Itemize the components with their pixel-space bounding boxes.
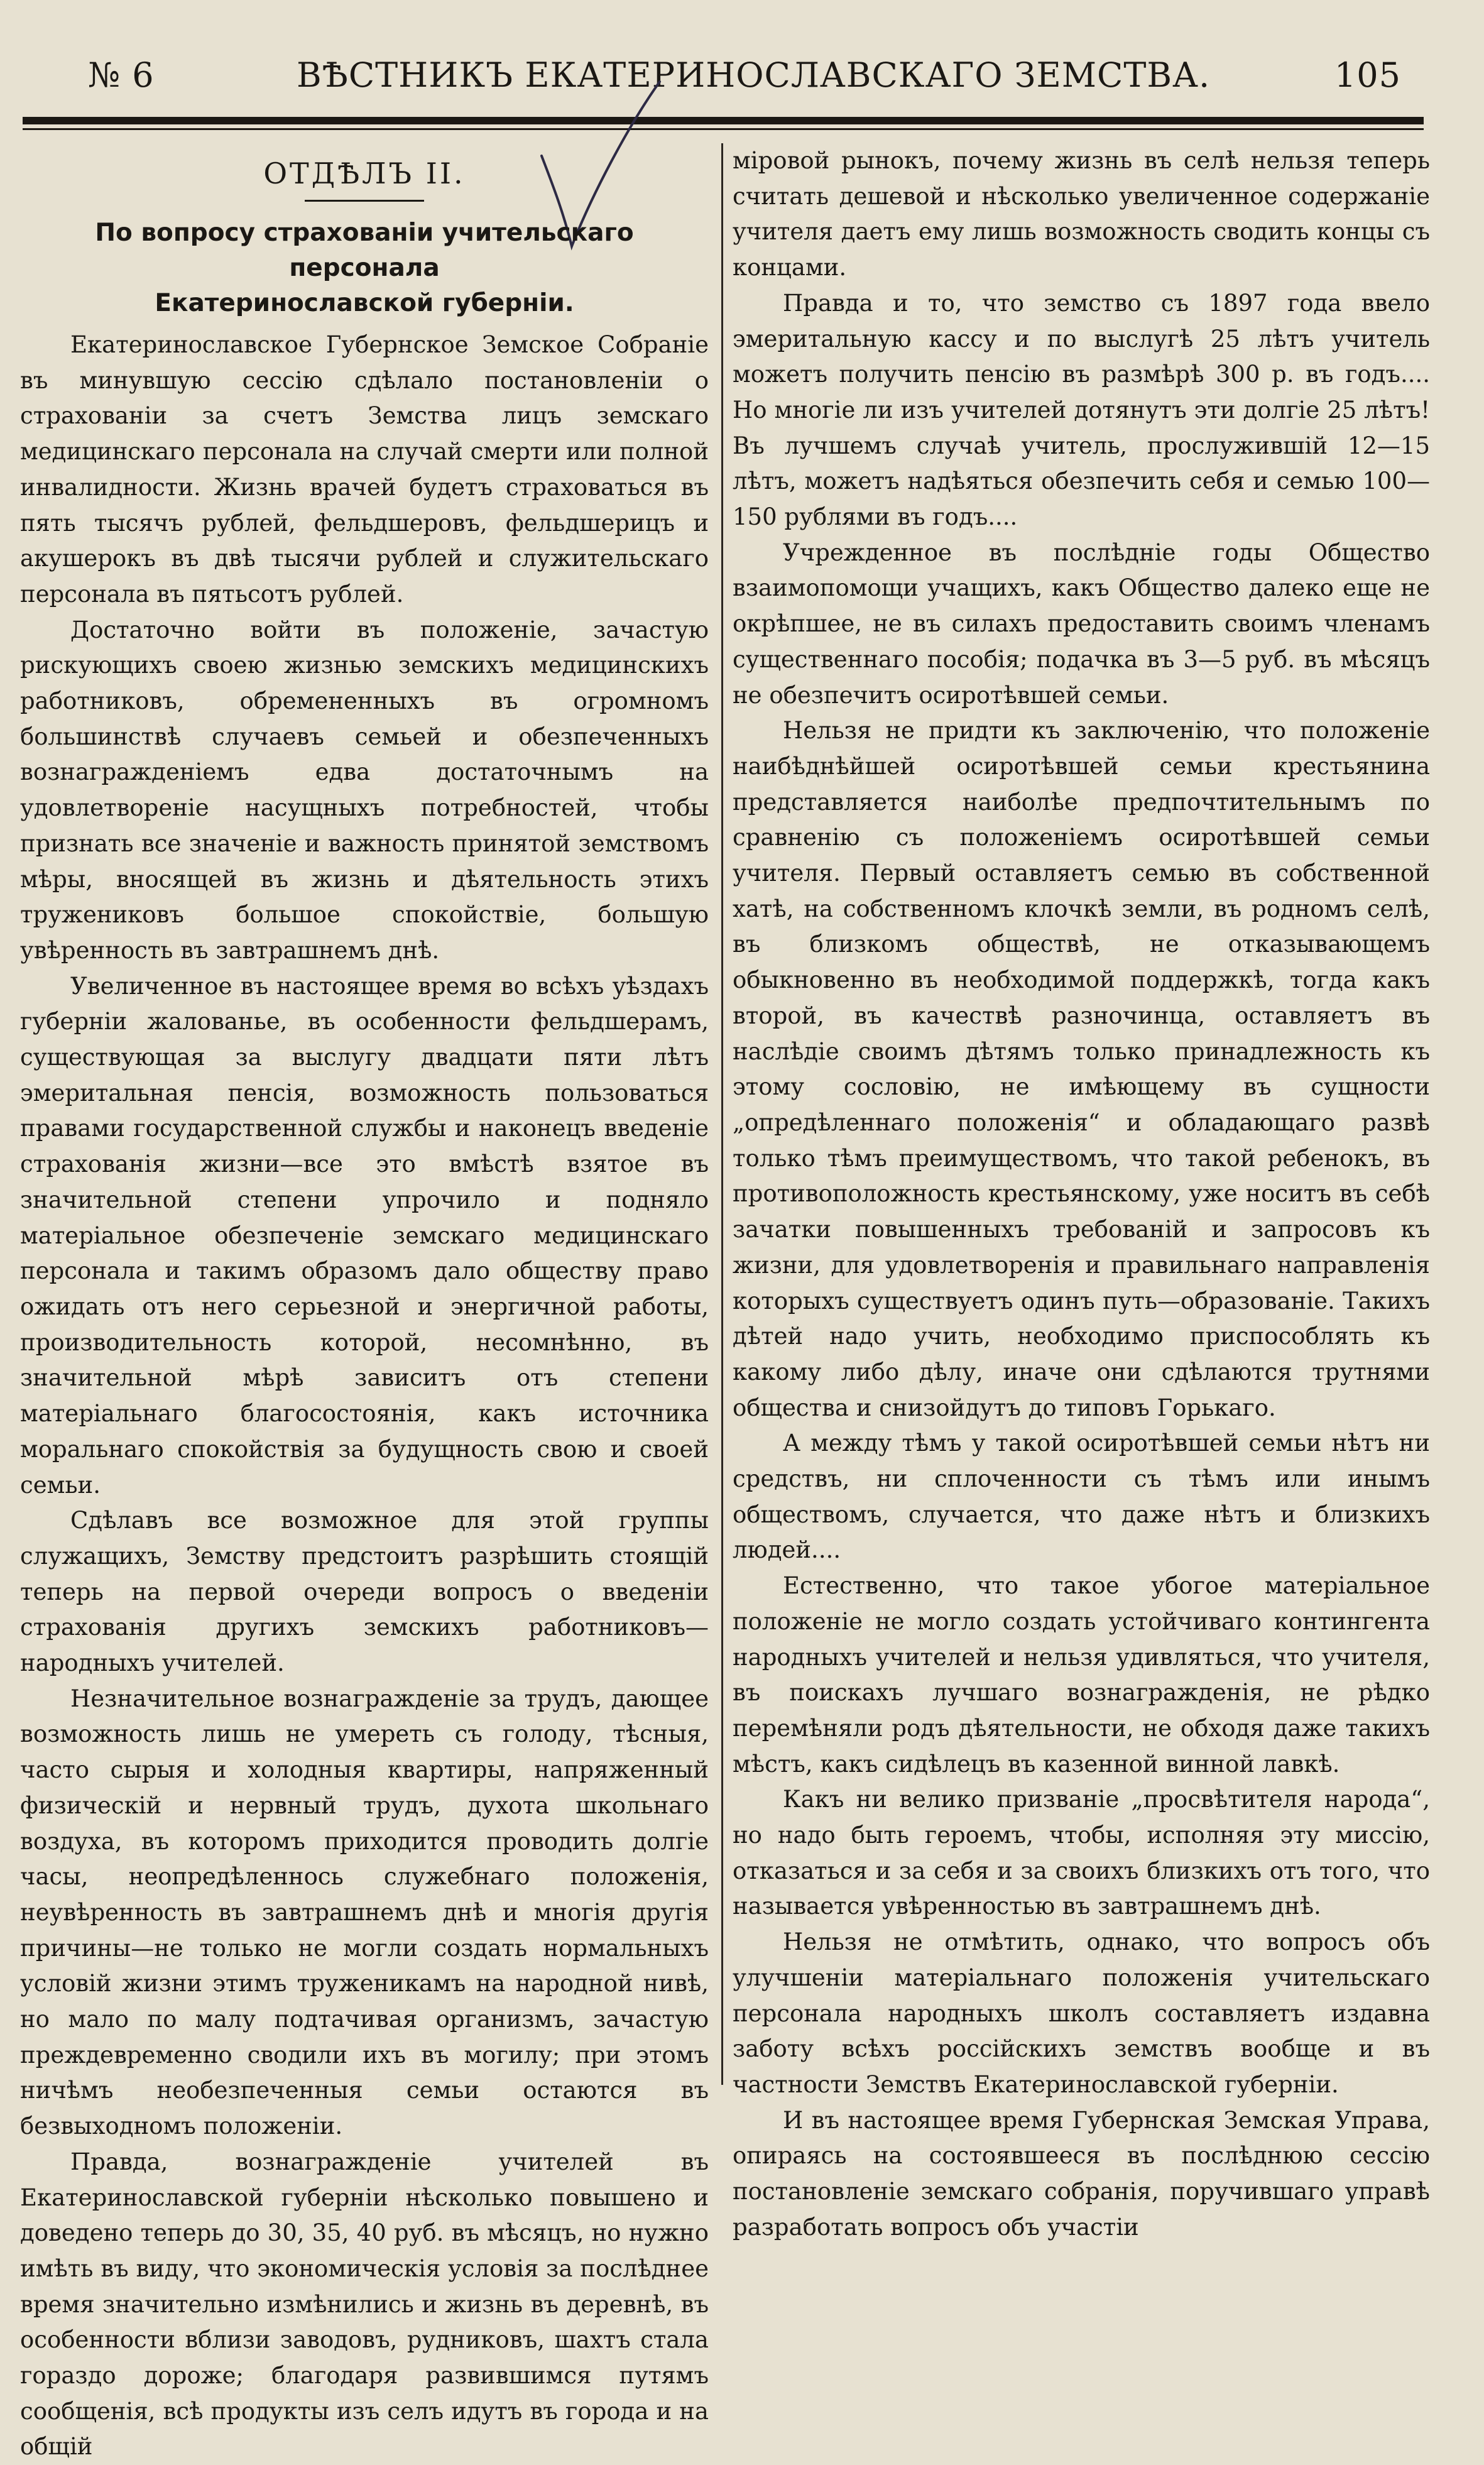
paragraph: Нельзя не отмѣтить, однако, что вопросъ объ улучшеніи матеріальнаго положенія учительскаго персонала народныхъ школъ составляетъ издавна заботу всѣхъ россійскихъ земствъ вообще и въ частности Земствъ Екатеринославской губерніи. — [733, 1928, 1430, 2098]
issue-number: № 6 — [88, 55, 155, 95]
paragraph: Правда, вознагражденіе учителей въ Екатеринославской губерніи нѣсколько повышено и доведено теперь до 30, 35, 40 руб. въ мѣсяцъ, но нужно имѣть въ виду, что экономическія условія за послѣднее время значительно измѣнились и жизнь въ деревнѣ, въ особенности вблизи заводовъ, рудниковъ, шахтъ стала гораздо дороже; благодаря развившимся путямъ сообщенія, всѣ продукты изъ селъ идутъ въ города и на общій — [20, 2148, 709, 2461]
paragraph-continuation: міровой рынокъ, почему жизнь въ селѣ нельзя теперь считать дешевой и нѣсколько увеличенное содержаніе учителя даетъ ему лишь возможность сводить концы съ концами. — [733, 147, 1430, 281]
paragraph: Правда и то, что земство съ 1897 года ввело эмеритальную кассу и по выслугѣ 25 лѣтъ учитель можетъ получить пенсію въ размѣрѣ 300 р. въ годъ.... Но многіе ли изъ учителей дотянутъ эти долгіе 25 лѣтъ! Въ лучшемъ случаѣ учитель, прослужившій 12—15 лѣтъ, можетъ надѣяться обезпечить себя и семью 100—150 рублями въ годъ.... — [733, 289, 1430, 531]
journal-title: ВѢСТНИКЪ ЕКАТЕРИНОСЛАВСКАГО ЗЕМСТВА. — [297, 55, 1211, 95]
paragraph: Сдѣлавъ все возможное для этой группы служащихъ, Земству предстоитъ разрѣшить стоящій теперь на первой очереди вопросъ о введеніи страхованія другихъ земскихъ работниковъ—народныхъ учителей. — [20, 1507, 709, 1677]
header-rule-thick — [23, 117, 1424, 124]
article-title-line-1: По вопросу страхованіи учительскаго персонала — [95, 219, 634, 282]
paragraph: И въ настоящее время Губернская Земская Управа, опираясь на состоявшееся въ послѣднюю сессію постановленіе земскаго собранія, поручившаго управѣ разработать вопросъ объ участіи — [733, 2106, 1430, 2241]
right-column — [733, 143, 1430, 2241]
paragraph: Учрежденное въ послѣдніе годы Общество взаимопомощи учащихъ, какъ Общество далеко еще не окрѣпшее, не въ силахъ предоставить своимъ членамъ существеннаго пособія; подачка въ 3—5 руб. въ мѣсяцъ не обезпечитъ осиротѣвшей семьи. — [733, 538, 1430, 709]
section-title: ОТДѢЛЪ II. — [263, 156, 466, 190]
paragraph: Незначительное вознагражденіе за трудъ, дающее возможность лишь не умереть съ голоду, тѣсныя, часто сырыя и холодныя квартиры, напряженный физическій и нервный трудъ, духота школьнаго воздуха, въ которомъ приходится проводить долгіе часы, неопредѣленнось служебнаго положенія, неувѣренность въ завтрашнемъ днѣ и многія другія причины—не только не могли создать нормальныхъ условій жизни этимъ труженикамъ на народной нивѣ, но мало по малу подтачивая организмъ, зачастую преждевременно сводили ихъ въ могилу; при этомъ ничѣмъ необезпеченныя семьи остаются въ безвыходномъ положеніи. — [20, 1685, 709, 2140]
section-rule — [305, 200, 424, 202]
paragraph: Достаточно войти въ положеніе, зачастую рискующихъ своею жизнью земскихъ медицинскихъ работниковъ, обремененныхъ въ огромномъ большинствѣ случаевъ семьей и обезпеченныхъ вознагражденіемъ едва достаточнымъ на удовлетвореніе насущныхъ потребностей, чтобы признать все значеніе и важность принятой земствомъ мѣры, вносящей въ жизнь и дѣятельность этихъ тружениковъ большое спокойствіе, большую увѣренность въ завтрашнемъ днѣ. — [20, 616, 709, 964]
paragraph: Нельзя не придти къ заключенію, что положеніе наибѣднѣйшей осиротѣвшей семьи крестьянина представляется наиболѣе предпочтительнымъ по сравненію съ положеніемъ осиротѣвшей семьи учителя. Первый оставляетъ семью въ собственной хатѣ, на собственномъ клочкѣ земли, въ родномъ селѣ, въ близкомъ обществѣ, не отказывающемъ обыкновенно въ необходимой поддержкѣ, тогда какъ второй, въ качествѣ разночинца, оставляетъ въ наслѣдіе своимъ дѣтямъ только принадлежность къ этому сословію, не имѣющему въ сущности „опредѣленнаго положенія“ и обладающаго развѣ только тѣмъ преимуществомъ, что такой ребенокъ, въ противоположность крестьянскому, уже носитъ въ себѣ зачатки повышенныхъ требованій и запросовъ къ жизни, для удовлетворенія и правильнаго направленія которыхъ существуетъ одинъ путь—образованіе. Такихъ дѣтей надо учить, необходимо приспособлять къ какому либо дѣлу, иначе они сдѣлаются трутнями общества и снизойдутъ до типовъ Горькаго. — [733, 717, 1430, 1421]
running-header — [23, 50, 1461, 113]
article-title — [20, 216, 709, 321]
paragraph: А между тѣмъ у такой осиротѣвшей семьи нѣтъ ни средствъ, ни сплоченности съ тѣмъ или инымъ обществомъ, случается, что даже нѣтъ и близкихъ людей.... — [733, 1429, 1430, 1564]
article-title-line-2: Екатеринославской губерніи. — [155, 289, 574, 317]
paragraph: Какъ ни велико призваніе „просвѣтителя народа“, но надо быть героемъ, чтобы, исполняя эту миссію, отказаться и за себя и за своихъ близкихъ отъ того, что называется увѣренностью въ завтрашнемъ днѣ. — [733, 1786, 1430, 1920]
page-number: 105 — [1334, 55, 1401, 95]
left-column — [20, 151, 709, 2461]
column-divider — [721, 143, 723, 2085]
paragraph: Увеличенное въ настоящее время во всѣхъ уѣздахъ губерніи жалованье, въ особенности фельдшерамъ, существующая за выслугу двадцати пяти лѣтъ эмеритальная пенсія, возможность пользоваться правами государственной службы и наконецъ введеніе страхованія жизни—все это вмѣстѣ взятое въ значительной степени упрочило и подняло матеріальное обезпеченіе земскаго медицинскаго персонала и такимъ образомъ дало обществу право ожидать отъ него серьезной и энергичной работы, производительность которой, несомнѣнно, въ значительной мѣрѣ зависитъ отъ степени матеріальнаго благосостоянія, какъ источника моральнаго спокойствія за будущность свою и своей семьи. — [20, 972, 709, 1499]
paragraph: Естественно, что такое убогое матеріальное положеніе не могло создать устойчиваго контингента народныхъ учителей и нельзя удивляться, что учителя, въ поискахъ лучшаго вознагражденія, не рѣдко перемѣняли родъ дѣятельности, не обходя даже такихъ мѣстъ, какъ сидѣлецъ въ казенной винной лавкѣ. — [733, 1572, 1430, 1778]
header-rule-thin — [23, 128, 1424, 130]
paragraph: Екатеринославское Губернское Земское Собраніе въ минувшую сессію сдѣлало постановленіи о страхованіи за счетъ Земства лицъ земскаго медицинскаго персонала на случай смерти или полной инвалидности. Жизнь врачей будетъ страховаться въ пять тысячъ рублей, фельдшеровъ, фельдшерицъ и акушерокъ въ двѣ тысячи рублей и служительскаго персонала въ пятьсотъ рублей. — [20, 331, 709, 608]
